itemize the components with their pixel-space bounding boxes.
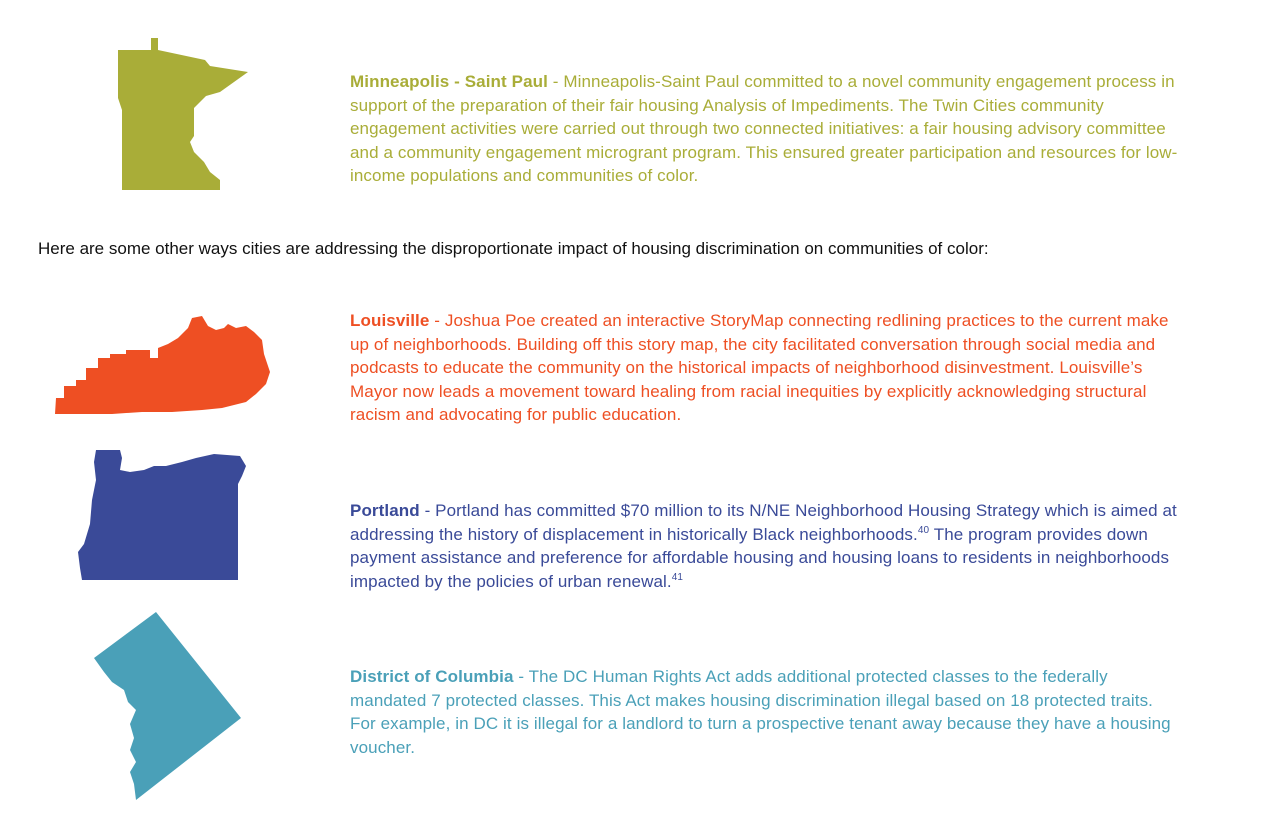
dc-paragraph [350, 665, 1180, 759]
dc-text: The DC Human Rights Act adds additional protected classes to the federally mandated 7 protected classes. This Act makes housing discrimination illegal based on 18 protected traits. For example, in DC it is illegal for a landlord to turn a prospective tenant away because they have a housing voucher. [350, 667, 1171, 757]
dc-icon [90, 610, 244, 804]
kentucky-icon [52, 314, 274, 418]
louisville-title: Louisville [350, 311, 430, 330]
portland-paragraph [350, 499, 1180, 593]
portland-title: Portland [350, 501, 420, 520]
footnote-41: 41 [671, 571, 684, 583]
dc-separator: - [513, 667, 529, 686]
louisville-separator: - [429, 311, 445, 330]
portland-text-1: Portland has committed $70 million to its N/NE Neighborhood Housing Strategy which is aimed at addressing the history of displacement in historically Black neighborhoods. [350, 501, 1177, 544]
minneapolis-paragraph [350, 70, 1180, 188]
louisville-text: Joshua Poe created an interactive StoryMap connecting redlining practices to the current make up of neighborhoods. Building off this story map, the city facilitated conversation through social media and podcasts to educate the community on the historical impacts of neighborhood disinvestment. Louisville’s Mayor now leads a movement toward healing from racial inequities by explicitly acknowledging structural racism and advocating for public education. [350, 311, 1169, 425]
minneapolis-separator: - [547, 72, 564, 91]
portland-separator: - [419, 501, 436, 520]
oregon-icon [74, 448, 252, 584]
dc-title: District of Columbia [350, 667, 514, 686]
minnesota-icon [110, 36, 250, 194]
portland-text-2: The program provides down payment assistance and preference for affordable housing and housing loans to residents in neighborhoods impacted by the policies of urban renewal. [350, 524, 1170, 591]
louisville-paragraph [350, 309, 1180, 427]
footnote-40: 40 [917, 524, 930, 536]
minneapolis-title: Minneapolis - Saint Paul [350, 72, 548, 91]
minneapolis-text: Minneapolis-Saint Paul committed to a novel community engagement process in support of the preparation of their fair housing Analysis of Impediments. The Twin Cities community engagement activities were carried out through two connected initiatives: a fair housing advisory committee and a community engagement microgrant program. This ensured greater participation and resources for low-income populations and communities of color. [350, 72, 1178, 186]
intro-text: Here are some other ways cities are addressing the disproportionate impact of housing discrimination on communities of color: [38, 239, 989, 258]
